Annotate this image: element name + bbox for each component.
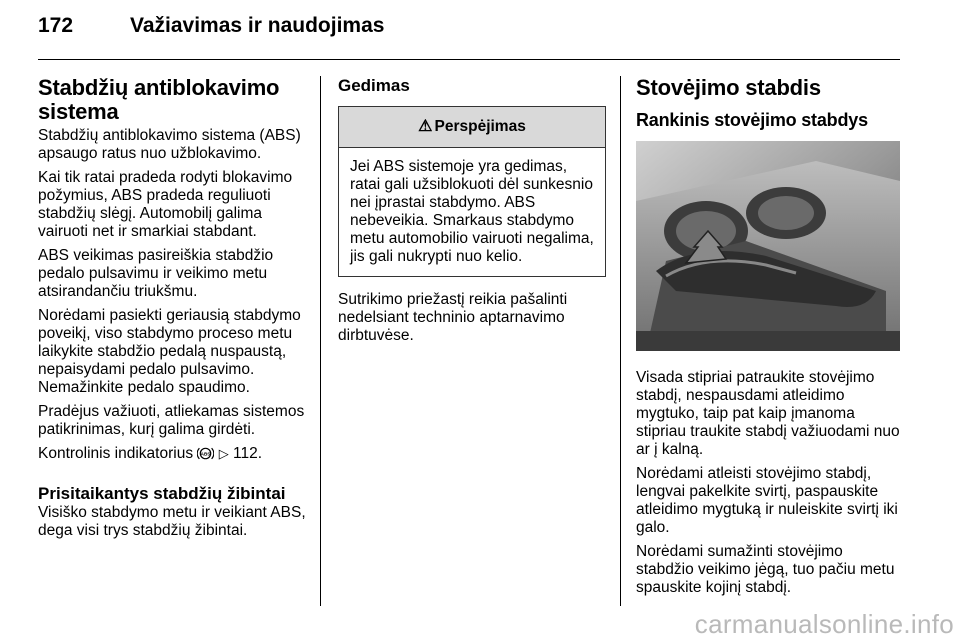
section-heading-brake-lights: Prisitaikantys stabdžių žibintai bbox=[38, 484, 286, 503]
column-abs bbox=[38, 76, 306, 546]
section-heading-fault: Gedimas bbox=[338, 76, 410, 95]
section-heading-parking-brake: Stovėjimo stabdis bbox=[636, 75, 821, 100]
paragraph: Visiško stabdymo metu ir veikiant ABS, dega visi trys stabdžių žibintai. bbox=[38, 504, 306, 539]
watermark: carmanualsonline.info bbox=[694, 609, 954, 639]
subsection-heading-hand-brake: Rankinis stovėjimo stabdys bbox=[636, 110, 868, 130]
paragraph: Stabdžių antiblokavimo sistema (ABS) apsaugo ratus nuo užblokavimo. bbox=[38, 127, 301, 162]
page-header bbox=[38, 14, 384, 44]
paragraph: Norėdami atleisti stovėjimo stabdį, lengvai pakelkite svirtį, paspauskite atleidimo mygtuką ir nuleiskite svirtį iki galo. bbox=[636, 465, 898, 536]
paragraph: Norėdami pasiekti geriausią stabdymo poveikį, viso stabdymo proceso metu laikykite stabdžio pedalą nuspaustą, nepaisydami pedalo pulsavimo. Nemažinkite pedalo spaudimo. bbox=[38, 307, 301, 396]
indicator-page-ref[interactable]: 112. bbox=[233, 445, 263, 462]
warning-triangle-icon: ⚠ bbox=[418, 118, 433, 135]
warning-title: Perspėjimas bbox=[434, 118, 526, 135]
paragraph: Visada stipriai patraukite stovėjimo stabdį, nespausdami atleidimo mygtuko, taip pat kaip įmanoma stipriau traukite stabdį važiuodami nuo ar į kalną. bbox=[636, 369, 900, 458]
hand-brake-photo bbox=[636, 141, 900, 351]
svg-text:ABS: ABS bbox=[201, 451, 211, 457]
section-heading-abs: Stabdžių antiblokavimo sistema bbox=[38, 75, 280, 124]
abs-indicator-icon bbox=[197, 446, 214, 466]
paragraph: Pradėjus važiuoti, atliekamas sistemos patikrinimas, kurį galima girdėti. bbox=[38, 403, 305, 438]
warning-header bbox=[339, 107, 605, 148]
column-parking-brake bbox=[636, 76, 902, 603]
paragraph: ABS veikimas pasireiškia stabdžio pedalo pulsavimu ir veikimo metu atsirandančiu triukšmu. bbox=[38, 247, 274, 300]
chapter-title: Važiavimas ir naudojimas bbox=[130, 14, 385, 37]
indicator-label: Kontrolinis indikatorius bbox=[38, 445, 194, 462]
page-number: 172 bbox=[38, 14, 74, 37]
paragraph: Sutrikimo priežastį reikia pašalinti nedelsiant techninio aptarnavimo dirbtuvėse. bbox=[338, 291, 568, 344]
indicator-reference bbox=[38, 445, 306, 466]
column-fault bbox=[338, 76, 606, 351]
header-rule bbox=[38, 59, 900, 60]
column-divider-1 bbox=[320, 76, 321, 606]
paragraph: Kai tik ratai pradeda rodyti blokavimo požymius, ABS pradeda reguliuoti stabdžių slėgį. Automobilį galima vairuoti net ir smarkiai stabdant. bbox=[38, 169, 293, 240]
page-ref-arrow-icon: ▷ bbox=[218, 446, 229, 461]
column-divider-2 bbox=[620, 76, 621, 606]
warning-box bbox=[338, 106, 606, 277]
warning-text: Jei ABS sistemoje yra gedimas, ratai gali užsiblokuoti dėl sunkesnio nei įprastai stabdymo. ABS nebeveikia. Smarkaus stabdymo metu automobilio vairuoti negalima, jis gali nukrypti nuo kelio. bbox=[350, 158, 594, 265]
paragraph: Norėdami sumažinti stovėjimo stabdžio veikimo jėgą, tuo pačiu metu spauskite kojinį stabdį. bbox=[636, 543, 895, 596]
